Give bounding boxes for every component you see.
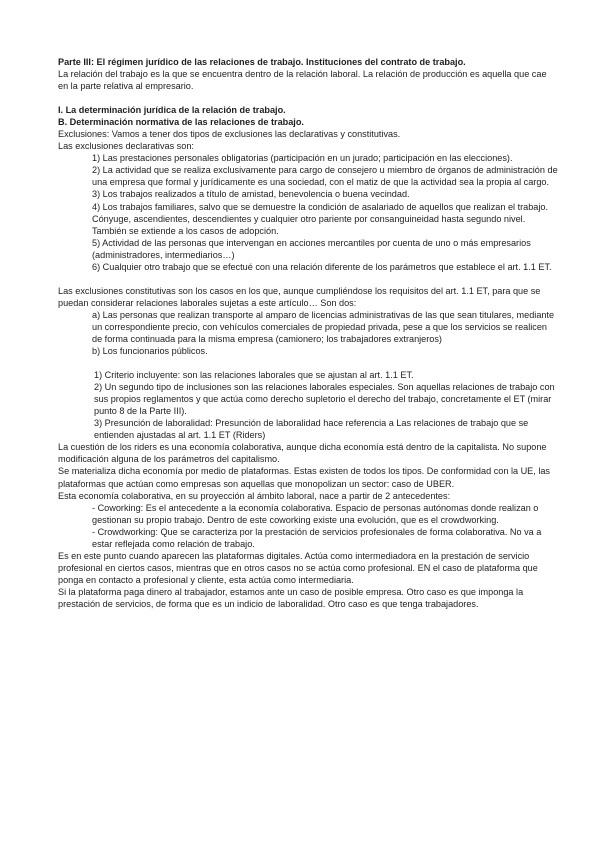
constitutivas-list	[58, 309, 559, 357]
closing-paragraph-1: Es en este punto cuando aparecen las plataformas digitales. Actúa como intermediadora en la prestación de servicio profesional en ciertos casos, mientras que en otros casos no se actúa como profesional. EN el caso de plataforma que ponga en contacto a profesional y cliente, esta actúa como intermediaria.	[58, 550, 538, 585]
list-item: 4) Los trabajos familiares, salvo que se demuestre la condición de asalariado de aquellos que realizan el trabajo. Cónyuge, ascendientes, descendientes y cualquier otro pariente por consanguineidad hasta segundo nivel. También se extiende a los casos de adopción.	[92, 201, 549, 236]
exclusiones-intro: Exclusiones: Vamos a tener dos tipos de exclusiones las declarativas y constitutivas.	[58, 129, 401, 140]
list-item: 2) La actividad que se realiza exclusivamente para cargo de consejero u miembro de órganos de administración de una empresa que formal y jurídicamente es una sociedad, con el matiz de que la actividad sea la propia al cargo.	[92, 165, 558, 188]
list-item: a) Las personas que realizan transporte al amparo de licencias administrativas de las que sean titulares, mediante un correspondiente precio, con vehículos comerciales de propiedad privada, pese a que los servicios se realicen de forma continuada para la misma empresa (camionero; los trabajadores extranjeros)	[92, 309, 555, 344]
riders-paragraph-3: Esta economía colaborativa, en su proyección al ámbito laboral, nace a partir de 2 antecedentes:	[58, 490, 451, 501]
list-item: b) Los funcionarios públicos.	[92, 346, 208, 357]
riders-paragraph-2: Se materializa dicha economía por medio de plataformas. Estas existen de todos los tipos. De conformidad con la UE, las plataformas que actúan como empresas son aquellas que monopolizan un sector: caso de UBER.	[58, 466, 550, 489]
list-item: 2) Un segundo tipo de inclusiones son las relaciones laborales especiales. Son aquellas relaciones de trabajo con sus propios reglamentos y que actúa como derecho supletorio el derecho del trabajo, concretamente el ET (mirar punto 8 de la Parte III).	[94, 382, 555, 417]
antecedentes-list	[58, 502, 559, 550]
constitutivas-intro: Las exclusiones constitutivas son los casos en los que, aunque cumpliéndose los requisitos del art. 1.1 ET, para que se puedan considerar relaciones laborales sujetas a este artículo… Son dos:	[58, 285, 541, 308]
section-heading-b: B. Determinación normativa de las relaciones de trabajo.	[58, 117, 304, 128]
riders-paragraph-1: La cuestión de los riders es una economía colaborativa, aunque dicha economía está dentro de la capitalista. No supone modificación alguna de los parámetros del capitalismo.	[58, 442, 547, 465]
list-item: - Crowdworking: Que se caracteriza por la prestación de servicios profesionales de forma colaborativa. No va a estar reflejada como relación de trabajo.	[92, 526, 542, 549]
list-item: 3) Los trabajos realizados a título de amistad, benevolencia o buena vecindad.	[92, 189, 410, 200]
list-item: 3) Presunción de laboralidad: Presunción de laboralidad hace referencia a Las relaciones de trabajo que se entienden ajustadas al art. 1.1 ET (Riders)	[94, 418, 529, 441]
declarativas-intro: Las exclusiones declarativas son:	[58, 141, 194, 152]
declarativas-list	[58, 152, 559, 272]
closing-paragraph-2: Si la plataforma paga dinero al trabajador, estamos ante un caso de posible empresa. Otro caso es que imponga la prestación de servicios, de forma que es un indicio de laboralidad. Otro caso es que tenga trabajadores.	[58, 586, 524, 609]
list-item: 1) Las prestaciones personales obligatorias (participación en un jurado; participación en las elecciones).	[92, 153, 513, 164]
list-item: 1) Criterio incluyente: son las relaciones laborales que se ajustan al art. 1.1 ET.	[94, 370, 414, 381]
section-heading-i: I. La determinación jurídica de la relación de trabajo.	[58, 105, 286, 116]
list-item: 6) Cualquier otro trabajo que se efectué con una relación diferente de los parámetros que establece el art. 1.1 ET.	[92, 261, 552, 272]
part-label: Parte III	[58, 57, 91, 67]
list-item: 5) Actividad de las personas que intervengan en acciones mercantiles por cuenta de uno o más empresarios (administradores, intermediarios…)	[92, 237, 531, 260]
list-item: - Coworking: Es el antecedente a la economía colaborativa. Espacio de personas autónomas donde realizan o gestionan su propio trabajo. Dentro de este coworking existe una evolución, que es el crowdworking.	[92, 502, 539, 525]
part-heading	[58, 56, 559, 68]
intro-paragraph: La relación del trabajo es la que se encuentra dentro de la relación laboral. La relación de producción es aquella que cae en la parte relativa al empresario.	[58, 69, 547, 92]
part-title: : El régimen jurídico de las relaciones de trabajo. Instituciones del contrato de trabajo.	[90, 57, 466, 67]
criterios-list	[58, 369, 559, 441]
